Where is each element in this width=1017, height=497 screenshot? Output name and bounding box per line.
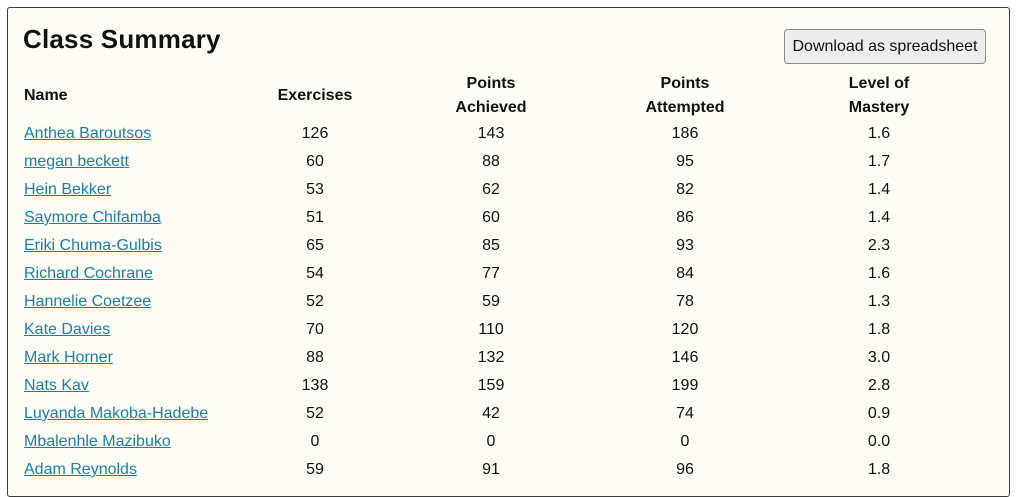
points-achieved-cell: 91 xyxy=(482,461,500,478)
table-row xyxy=(24,344,976,372)
column-header-exercises[interactable]: Exercises xyxy=(277,87,353,104)
points-attempted-cell: 93 xyxy=(676,237,694,254)
points-achieved-cell: 132 xyxy=(477,349,505,366)
points-attempted-cell: 146 xyxy=(671,349,699,366)
student-name-link[interactable]: megan beckett xyxy=(24,153,129,170)
points-attempted-cell: 96 xyxy=(676,461,694,478)
column-header-name[interactable]: Name xyxy=(24,87,68,104)
table-row xyxy=(24,316,976,344)
exercises-cell: 65 xyxy=(306,237,324,254)
class-summary-panel xyxy=(7,7,1010,497)
student-name-link[interactable]: Luyanda Makoba-Hadebe xyxy=(24,405,209,422)
mastery-cell: 1.6 xyxy=(867,125,891,142)
points-achieved-cell: 77 xyxy=(482,265,500,282)
student-name-link[interactable]: Hein Bekker xyxy=(24,181,112,198)
student-name-link[interactable]: Kate Davies xyxy=(24,321,111,338)
exercises-cell: 59 xyxy=(306,461,324,478)
points-attempted-cell: 86 xyxy=(676,209,694,226)
points-attempted-cell: 78 xyxy=(676,293,694,310)
points-achieved-cell: 60 xyxy=(482,209,500,226)
table-row xyxy=(24,428,976,456)
class-summary-table xyxy=(24,72,976,484)
student-name-link[interactable]: Mbalenhle Mazibuko xyxy=(24,433,171,450)
mastery-cell: 1.6 xyxy=(867,265,891,282)
mastery-cell: 1.8 xyxy=(867,321,891,338)
mastery-cell: 2.8 xyxy=(867,377,891,394)
points-achieved-cell: 0 xyxy=(486,433,496,450)
mastery-cell: 0.0 xyxy=(867,433,891,450)
exercises-cell: 54 xyxy=(306,265,324,282)
exercises-cell: 52 xyxy=(306,293,324,310)
mastery-cell: 1.4 xyxy=(867,209,891,226)
student-name-link[interactable]: Mark Horner xyxy=(24,349,113,366)
exercises-cell: 70 xyxy=(306,321,324,338)
exercises-cell: 88 xyxy=(306,349,324,366)
student-name-link[interactable]: Hannelie Coetzee xyxy=(24,293,152,310)
column-header-points-attempted[interactable]: Points Attempted xyxy=(645,75,725,116)
table-row xyxy=(24,176,976,204)
table-row xyxy=(24,148,976,176)
student-name-link[interactable]: Adam Reynolds xyxy=(24,461,137,478)
points-achieved-cell: 143 xyxy=(477,125,505,142)
table-header-row xyxy=(24,72,976,120)
page-title: Class Summary xyxy=(23,24,221,54)
column-header-points-achieved[interactable]: Points Achieved xyxy=(455,75,527,116)
points-attempted-cell: 186 xyxy=(671,125,699,142)
points-achieved-cell: 59 xyxy=(482,293,500,310)
table-row xyxy=(24,372,976,400)
points-achieved-cell: 159 xyxy=(477,377,505,394)
points-attempted-cell: 95 xyxy=(676,153,694,170)
points-achieved-cell: 85 xyxy=(482,237,500,254)
student-name-link[interactable]: Eriki Chuma-Gulbis xyxy=(24,237,162,254)
exercises-cell: 138 xyxy=(301,377,329,394)
mastery-cell: 3.0 xyxy=(867,349,891,366)
exercises-cell: 53 xyxy=(306,181,324,198)
exercises-cell: 52 xyxy=(306,405,324,422)
table-row xyxy=(24,456,976,484)
column-header-level-of-mastery[interactable]: Level of Mastery xyxy=(848,75,910,116)
points-achieved-cell: 110 xyxy=(478,321,504,338)
points-attempted-cell: 84 xyxy=(676,265,694,282)
table-row xyxy=(24,288,976,316)
mastery-cell: 0.9 xyxy=(867,405,891,422)
points-attempted-cell: 74 xyxy=(676,405,694,422)
table-row xyxy=(24,204,976,232)
points-achieved-cell: 62 xyxy=(482,181,500,198)
mastery-cell: 2.3 xyxy=(867,237,891,254)
download-spreadsheet-button[interactable]: Download as spreadsheet xyxy=(784,29,986,64)
table-row xyxy=(24,232,976,260)
mastery-cell: 1.3 xyxy=(867,293,891,310)
points-attempted-cell: 0 xyxy=(680,433,690,450)
exercises-cell: 126 xyxy=(301,125,329,142)
mastery-cell: 1.4 xyxy=(867,181,891,198)
student-name-link[interactable]: Nats Kav xyxy=(24,377,89,394)
table-row xyxy=(24,260,976,288)
student-name-link[interactable]: Saymore Chifamba xyxy=(24,209,161,226)
points-attempted-cell: 82 xyxy=(676,181,694,198)
student-name-link[interactable]: Richard Cochrane xyxy=(24,265,153,282)
table-row xyxy=(24,120,976,148)
table-row xyxy=(24,400,976,428)
points-achieved-cell: 88 xyxy=(482,153,500,170)
points-attempted-cell: 120 xyxy=(671,321,699,338)
points-attempted-cell: 199 xyxy=(671,377,699,394)
exercises-cell: 0 xyxy=(310,433,320,450)
mastery-cell: 1.7 xyxy=(867,153,891,170)
exercises-cell: 51 xyxy=(306,209,324,226)
student-name-link[interactable]: Anthea Baroutsos xyxy=(24,125,152,142)
mastery-cell: 1.8 xyxy=(867,461,891,478)
points-achieved-cell: 42 xyxy=(482,405,500,422)
exercises-cell: 60 xyxy=(306,153,324,170)
